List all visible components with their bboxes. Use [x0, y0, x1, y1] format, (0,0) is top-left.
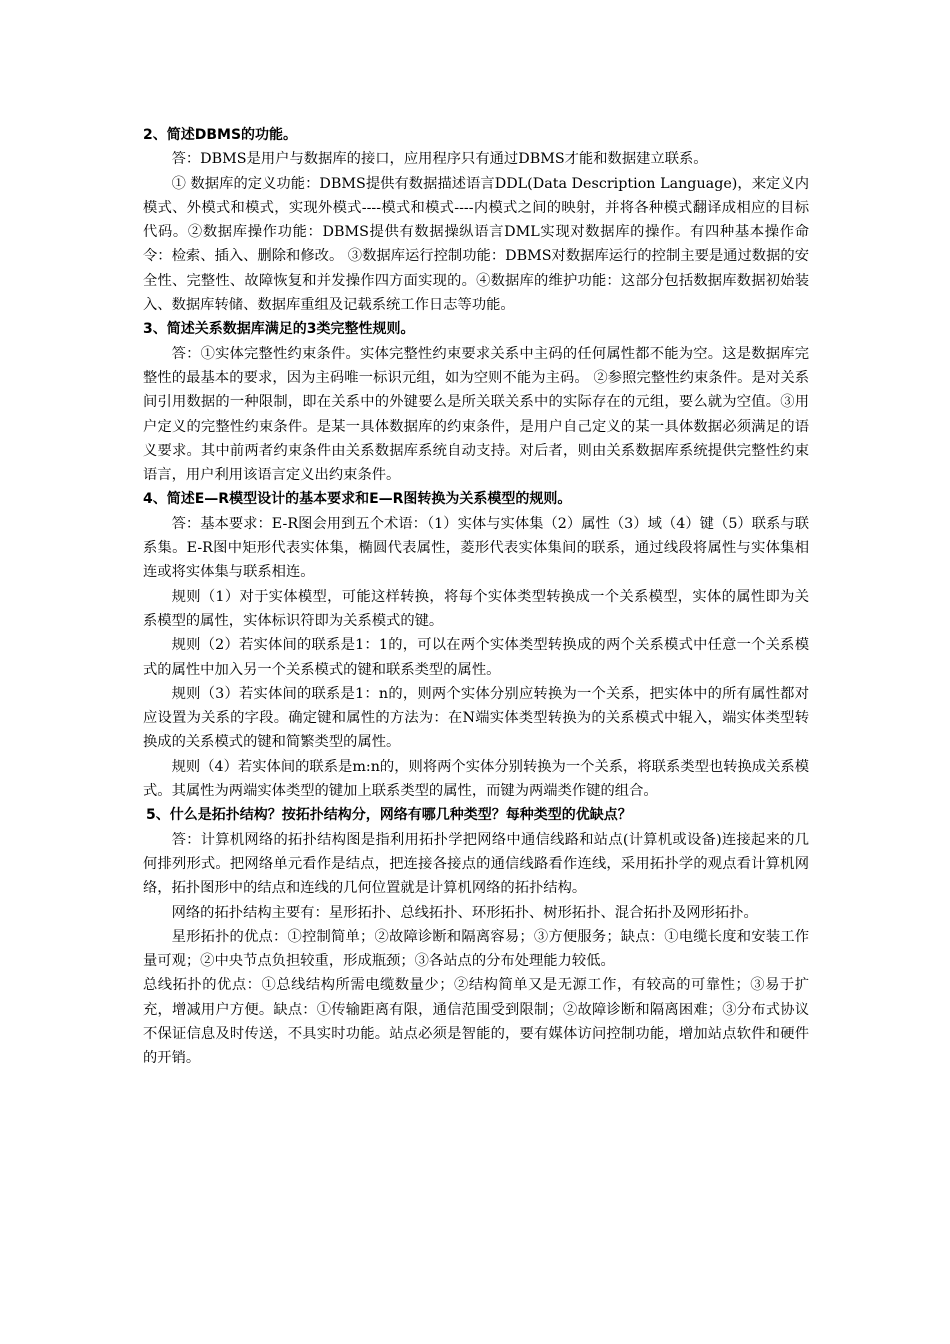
paragraph-q2-functions: ① 数据库的定义功能：DBMS提供有数据描述语言DDL(Data Description Language)，来定义内模式、外模式和模式，实现外模式----模式和模式----内模式之间的映射，并将各种模式翻译成相应的目标代码。②数据库操作功能：DBMS提供有数据操纵语言DML实现对数据库的操作。有四种基本操作命令：检索、插入、删除和修改。 ③数据库运行控制功能：DBMS对数据库运行的控制主要是通过数据的安全性、完整性、故障恢复和并发操作四方面实现的。④数据库的维护功能：这部分包括数据库数据初始装入、数据库转储、数据库重组及记载系统工作日志等功能。 [143, 175, 809, 314]
paragraph-q4-rule3: 规则（3）若实体间的联系是1：n的，则两个实体分别应转换为一个关系，把实体中的所有属性都对应设置为关系的字段。确定键和属性的方法为：在N端实体类型转换为的关系模式中辊入，端实体类型转换成的关系模式的键和简繁类型的属性。 [143, 685, 809, 751]
paragraph-q5-types: 网络的拓扑结构主要有：星形拓扑、总线拓扑、环形拓扑、树形拓扑、混合拓扑及网形拓扑。 [171, 904, 758, 921]
paragraph-q4-rule1: 规则（1）对于实体模型，可能这样转换，将每个实体类型转换成一个关系模型，实体的属性即为关系模型的属性，实体标识符即为关系模式的键。 [143, 588, 809, 629]
paragraph-q4-answer: 答：基本要求：E-R图会用到五个术语：（1）实体与实体集（2）属性（3）域（4）键（5）联系与联系集。E-R图中矩形代表实体集，椭圆代表属性，菱形代表实体集间的联系，通过线段将属性与实体集相连或将实体集与联系相连。 [143, 515, 809, 581]
heading-q5: 5、什么是拓扑结构？按拓扑结构分，网络有哪几种类型？每种类型的优缺点？ [146, 807, 632, 824]
paragraph-q4-rule2: 规则（2）若实体间的联系是1：1的，可以在两个实体类型转换成的两个关系模式中任意一个关系模式的属性中加入另一个关系模式的键和联系类型的属性。 [143, 637, 809, 678]
document-page [143, 123, 809, 1071]
heading-q4: 4、简述E—R模型设计的基本要求和E—R图转换为关系模型的规则。 [143, 491, 572, 508]
heading-q2: 2、简述DBMS的功能。 [143, 127, 298, 143]
paragraph-q4-rule4: 规则（4）若实体间的联系是m:n的，则将两个实体分别转换为一个关系，将联系类型也转换成关系模式。其属性为两端实体类型的键加上联系类型的属性，而键为两端类作键的组合。 [143, 758, 809, 800]
paragraph-q3-answer: 答：①实体完整性约束条件。实体完整性约束要求关系中主码的任何属性都不能为空。这是数据库完整性的最基本的要求，因为主码唯一标识元组，如为空则不能为主码。 ②参照完整性约束条件。是对关系间引用数据的一种限制，即在关系中的外键要么是所关联关系中的实际存在的元组，要么就为空值。③用户定义的完整性约束条件。是某一具体数据库的约束条件，是用户自己定义的某一具体数据必须满足的语义要求。其中前两者约束条件由关系数据库系统自动支持。对后者，则由关系数据库系统提供完整性约束语言，用户利用该语言定义出约束条件。 [143, 345, 809, 484]
heading-q3: 3、简述关系数据库满足的3类完整性规则。 [143, 321, 415, 338]
paragraph-q5-answer: 答：计算机网络的拓扑结构图是指利用拓扑学把网络中通信线路和站点(计算机或设备)连接起来的几何排列形式。把网络单元看作是结点，把连接各接点的通信线路看作连线，采用拓扑学的观点看计算机网络，拓扑图形中的结点和连线的几何位置就是计算机网络的拓扑结构。 [143, 831, 809, 897]
paragraph-q5-star: 星形拓扑的优点：①控制简单；②故障诊断和隔离容易；③方便服务；缺点：①电缆长度和安装工作量可观；②中央节点负担较重，形成瓶颈；③各站点的分布处理能力较低。 [143, 928, 809, 970]
paragraph-q5-bus: 总线拓扑的优点：①总线结构所需电缆数量少；②结构简单又是无源工作，有较高的可靠性；③易于扩充，增减用户方便。缺点：①传输距离有限，通信范围受到限制；②故障诊断和隔离困难；③分布式协议不保证信息及时传送，不具实时功能。站点必须是智能的，要有媒体访问控制功能，增加站点软件和硬件的开销。 [143, 977, 809, 1067]
paragraph-q2-answer: 答：DBMS是用户与数据库的接口，应用程序只有通过DBMS才能和数据建立联系。 [171, 151, 708, 168]
